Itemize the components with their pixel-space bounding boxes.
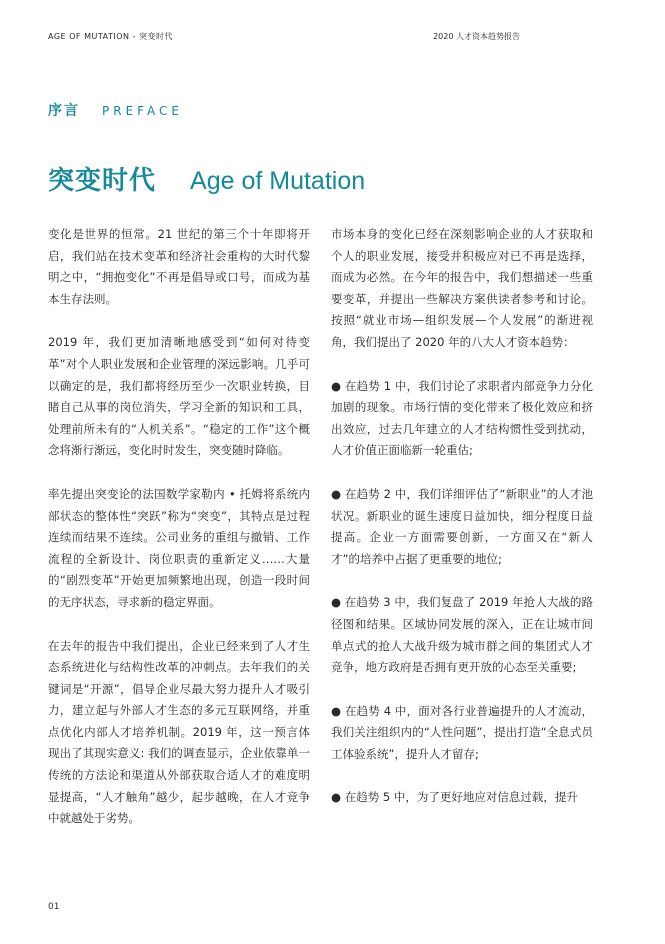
section-label-en: PREFACE [102,104,183,118]
paragraph: 市场本身的变化已经在深刻影响企业的人才获取和个人的职业发展，接受并积极应对已不再是选择，而成为必然。在今年的报告中，我们想描述一些重要变革，并提出一些解决方案供读者参考和讨论。按照“就业市场—组织发展—个人发展”的渐进视角，我们提出了 2020 年的八大人才资本趋势： [331,227,593,349]
paragraph: 变化是世界的恒常。21 世纪的第三个十年即将开启，我们站在技术变革和经济社会重构的大时代黎明之中，“拥抱变化”不再是倡导或口号，而成为基本生存法则。 [48,227,310,306]
trend-item: ● 在趋势 4 中，面对各行业普遍提升的人才流动，我们关注组织内的“人性问题”，提出打造“全息式员工体验系统”，提升人才留存; [331,703,593,761]
trend-item: ● 在趋势 5 中，为了更好地应对信息过载，提升 [331,790,578,805]
trend-item: ● 在趋势 1 中，我们讨论了求职者内部竞争力分化加剧的现象。市场行情的变化带来了极化效应和挤出效应，过去几年建立的人才结构惯性受到扰动，人才价值正面临新一轮重估; [331,378,593,458]
paragraph: 率先提出突变论的法国数学家勒内 • 托姆将系统内部状态的整体性“突跃”称为“突变”，其特点是过程连续而结果不连续。公司业务的重组与撤销、工作流程的全新设计、岗位职责的重新定义……大量的“剧烈变革”开始更加频繁地出现，创造一段时间的无序状态，寻求新的稳定界面。 [48,486,310,609]
left-column [48,224,310,852]
trend-item: ● 在趋势 3 中，我们复盘了 2019 年抢人大战的路径图和结果。区域协同发展的深入，正在让城市间单点式的抢人大战升级为城市群之间的集团式人才竞争，地方政府是否拥有更开放的心态至关重要; [331,595,593,675]
trend-item: ● 在趋势 2 中，我们详细评估了“新职业”的人才池状况。新职业的诞生速度日益加快，细分程度日益提高。企业一方面需要创新，一方面又在“新人才”的培养中占据了更重要的地位; [331,486,593,566]
paragraph: 在去年的报告中我们提出，企业已经来到了人才生态系统进化与结构性改革的冲刺点。去年我们的关键词是“开源”，倡导企业尽最大努力提升人才吸引力，建立起与外部人才生态的多元互联网络，并重点优化内部人才培养机制。2019 年，这一预言体现出了其现实意义: 我们的调查显示，企业依靠单一传统的方法论和渠道从外部获取合适人才的难度明显提高，“人才触角”越少，起步越晚，在人才竞争中就越处于劣势。 [48,638,310,826]
running-header-right: 2020 人才资本趋势报告 [433,32,520,41]
page-title-en: Age of Mutation [190,167,366,195]
page-title [48,160,365,197]
section-label [48,100,183,120]
page-number: 01 [48,902,60,912]
page-title-cn: 突变时代 [48,166,157,196]
running-header-left: AGE OF MUTATION - 突变时代 [48,32,173,41]
right-column [331,224,593,831]
paragraph: 2019 年，我们更加清晰地感受到“如何对待变革”对个人职业发展和企业管理的深远影响。几乎可以确定的是，我们都将经历至少一次职业转换，目睹自己从事的岗位消失，学习全新的知识和工具，处理前所未有的“人机关系”。“稳定的工作”这个概念将渐行渐远，变化时时发生，突变随时降临。 [48,335,310,458]
section-label-cn: 序言 [48,103,80,119]
